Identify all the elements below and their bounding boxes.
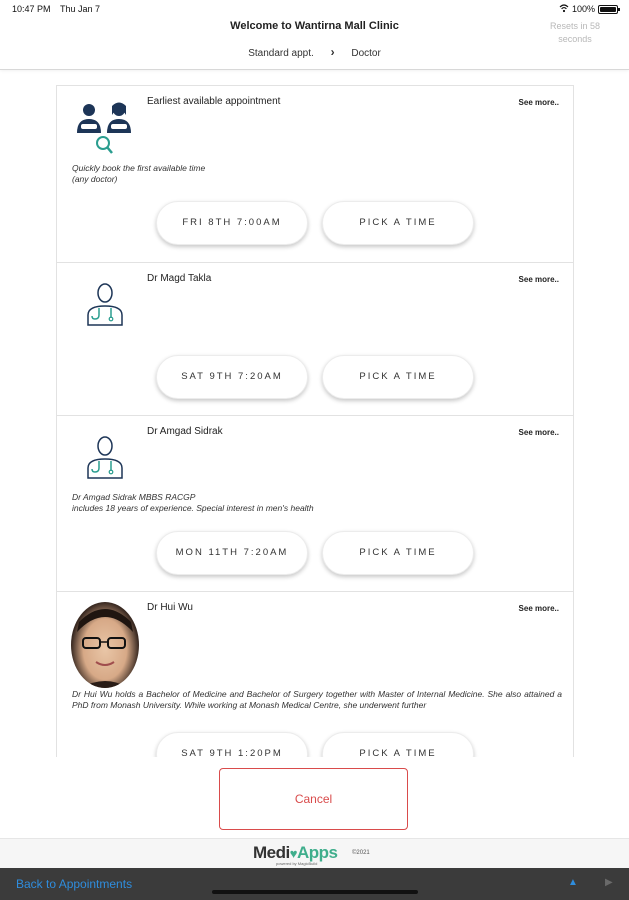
page-title: Welcome to Wantirna Mall Clinic [230, 20, 399, 32]
doctor-description: Quickly book the first available time (any doctor) [72, 163, 206, 184]
earliest-time-button[interactable]: FRI 8TH 7:00AM [156, 201, 308, 245]
battery-percent: 100% [572, 4, 596, 14]
footer [0, 838, 629, 868]
see-more-link[interactable]: See more.. [518, 98, 559, 107]
doctor-icon [81, 434, 129, 482]
earliest-time-button[interactable]: MON 11TH 7:20AM [156, 531, 308, 575]
logo-tagline: powered by MagicBuild [276, 861, 318, 866]
chevron-right-icon: › [330, 45, 335, 59]
doctor-name: Dr Hui Wu [147, 602, 193, 613]
pick-time-button[interactable]: PICK A TIME [322, 201, 474, 245]
breadcrumb [0, 45, 629, 59]
doctor-card-earliest[interactable] [57, 86, 573, 263]
pick-time-button[interactable]: PICK A TIME [322, 732, 474, 757]
doctor-icon [81, 281, 129, 329]
doctor-photo [71, 602, 139, 688]
doctor-list[interactable] [56, 85, 574, 757]
see-more-link[interactable]: See more.. [518, 275, 559, 284]
doctor-card-magd-takla[interactable] [57, 263, 573, 416]
home-indicator[interactable] [212, 890, 418, 894]
cancel-button[interactable]: Cancel [219, 768, 408, 830]
doctor-name: Dr Amgad Sidrak [147, 426, 223, 437]
copyright: ©2021 [352, 850, 370, 856]
pick-time-button[interactable]: PICK A TIME [322, 531, 474, 575]
breadcrumb-item-doctor[interactable]: Doctor [351, 48, 381, 59]
doctor-photo-glasses [71, 602, 139, 688]
heart-icon: ♥ [289, 846, 297, 861]
doctor-description: Dr Hui Wu holds a Bachelor of Medicine and Bachelor of Surgery together with Master of Internal Medicine. She also attained a PhD from Monash University. While working at Monash Medical Centre, she underwent further [72, 689, 562, 710]
arrow-up-icon[interactable]: ▲ [568, 877, 578, 888]
pick-time-button[interactable]: PICK A TIME [322, 355, 474, 399]
doctor-card-amgad-sidrak[interactable] [57, 416, 573, 592]
back-to-appointments-link[interactable]: Back to Appointments [16, 877, 133, 891]
see-more-link[interactable]: See more.. [518, 604, 559, 613]
status-time: 10:47 PM [12, 4, 51, 14]
any-doctor-icon [72, 100, 138, 156]
status-bar [0, 0, 629, 18]
mediapps-logo: Medi♥Apps [253, 843, 338, 862]
bottom-toolbar [0, 868, 629, 900]
doctor-card-hui-wu[interactable] [57, 592, 573, 757]
doctor-name: Dr Magd Takla [147, 273, 212, 284]
breadcrumb-item-appt-type[interactable]: Standard appt. [248, 48, 314, 59]
doctor-description: Dr Amgad Sidrak MBBS RACGP includes 18 years of experience. Special interest in men's health [72, 492, 314, 513]
doctor-name: Earliest available appointment [147, 96, 281, 107]
see-more-link[interactable]: See more.. [518, 428, 559, 437]
reset-timer: Resets in 58 seconds [549, 21, 601, 44]
battery-icon [598, 5, 618, 14]
status-date: Thu Jan 7 [60, 4, 101, 14]
earliest-time-button[interactable]: SAT 9TH 7:20AM [156, 355, 308, 399]
earliest-time-button[interactable]: SAT 9TH 1:20PM [156, 732, 308, 757]
wifi-icon [559, 3, 569, 13]
arrow-right-icon[interactable]: ▶ [605, 877, 613, 888]
